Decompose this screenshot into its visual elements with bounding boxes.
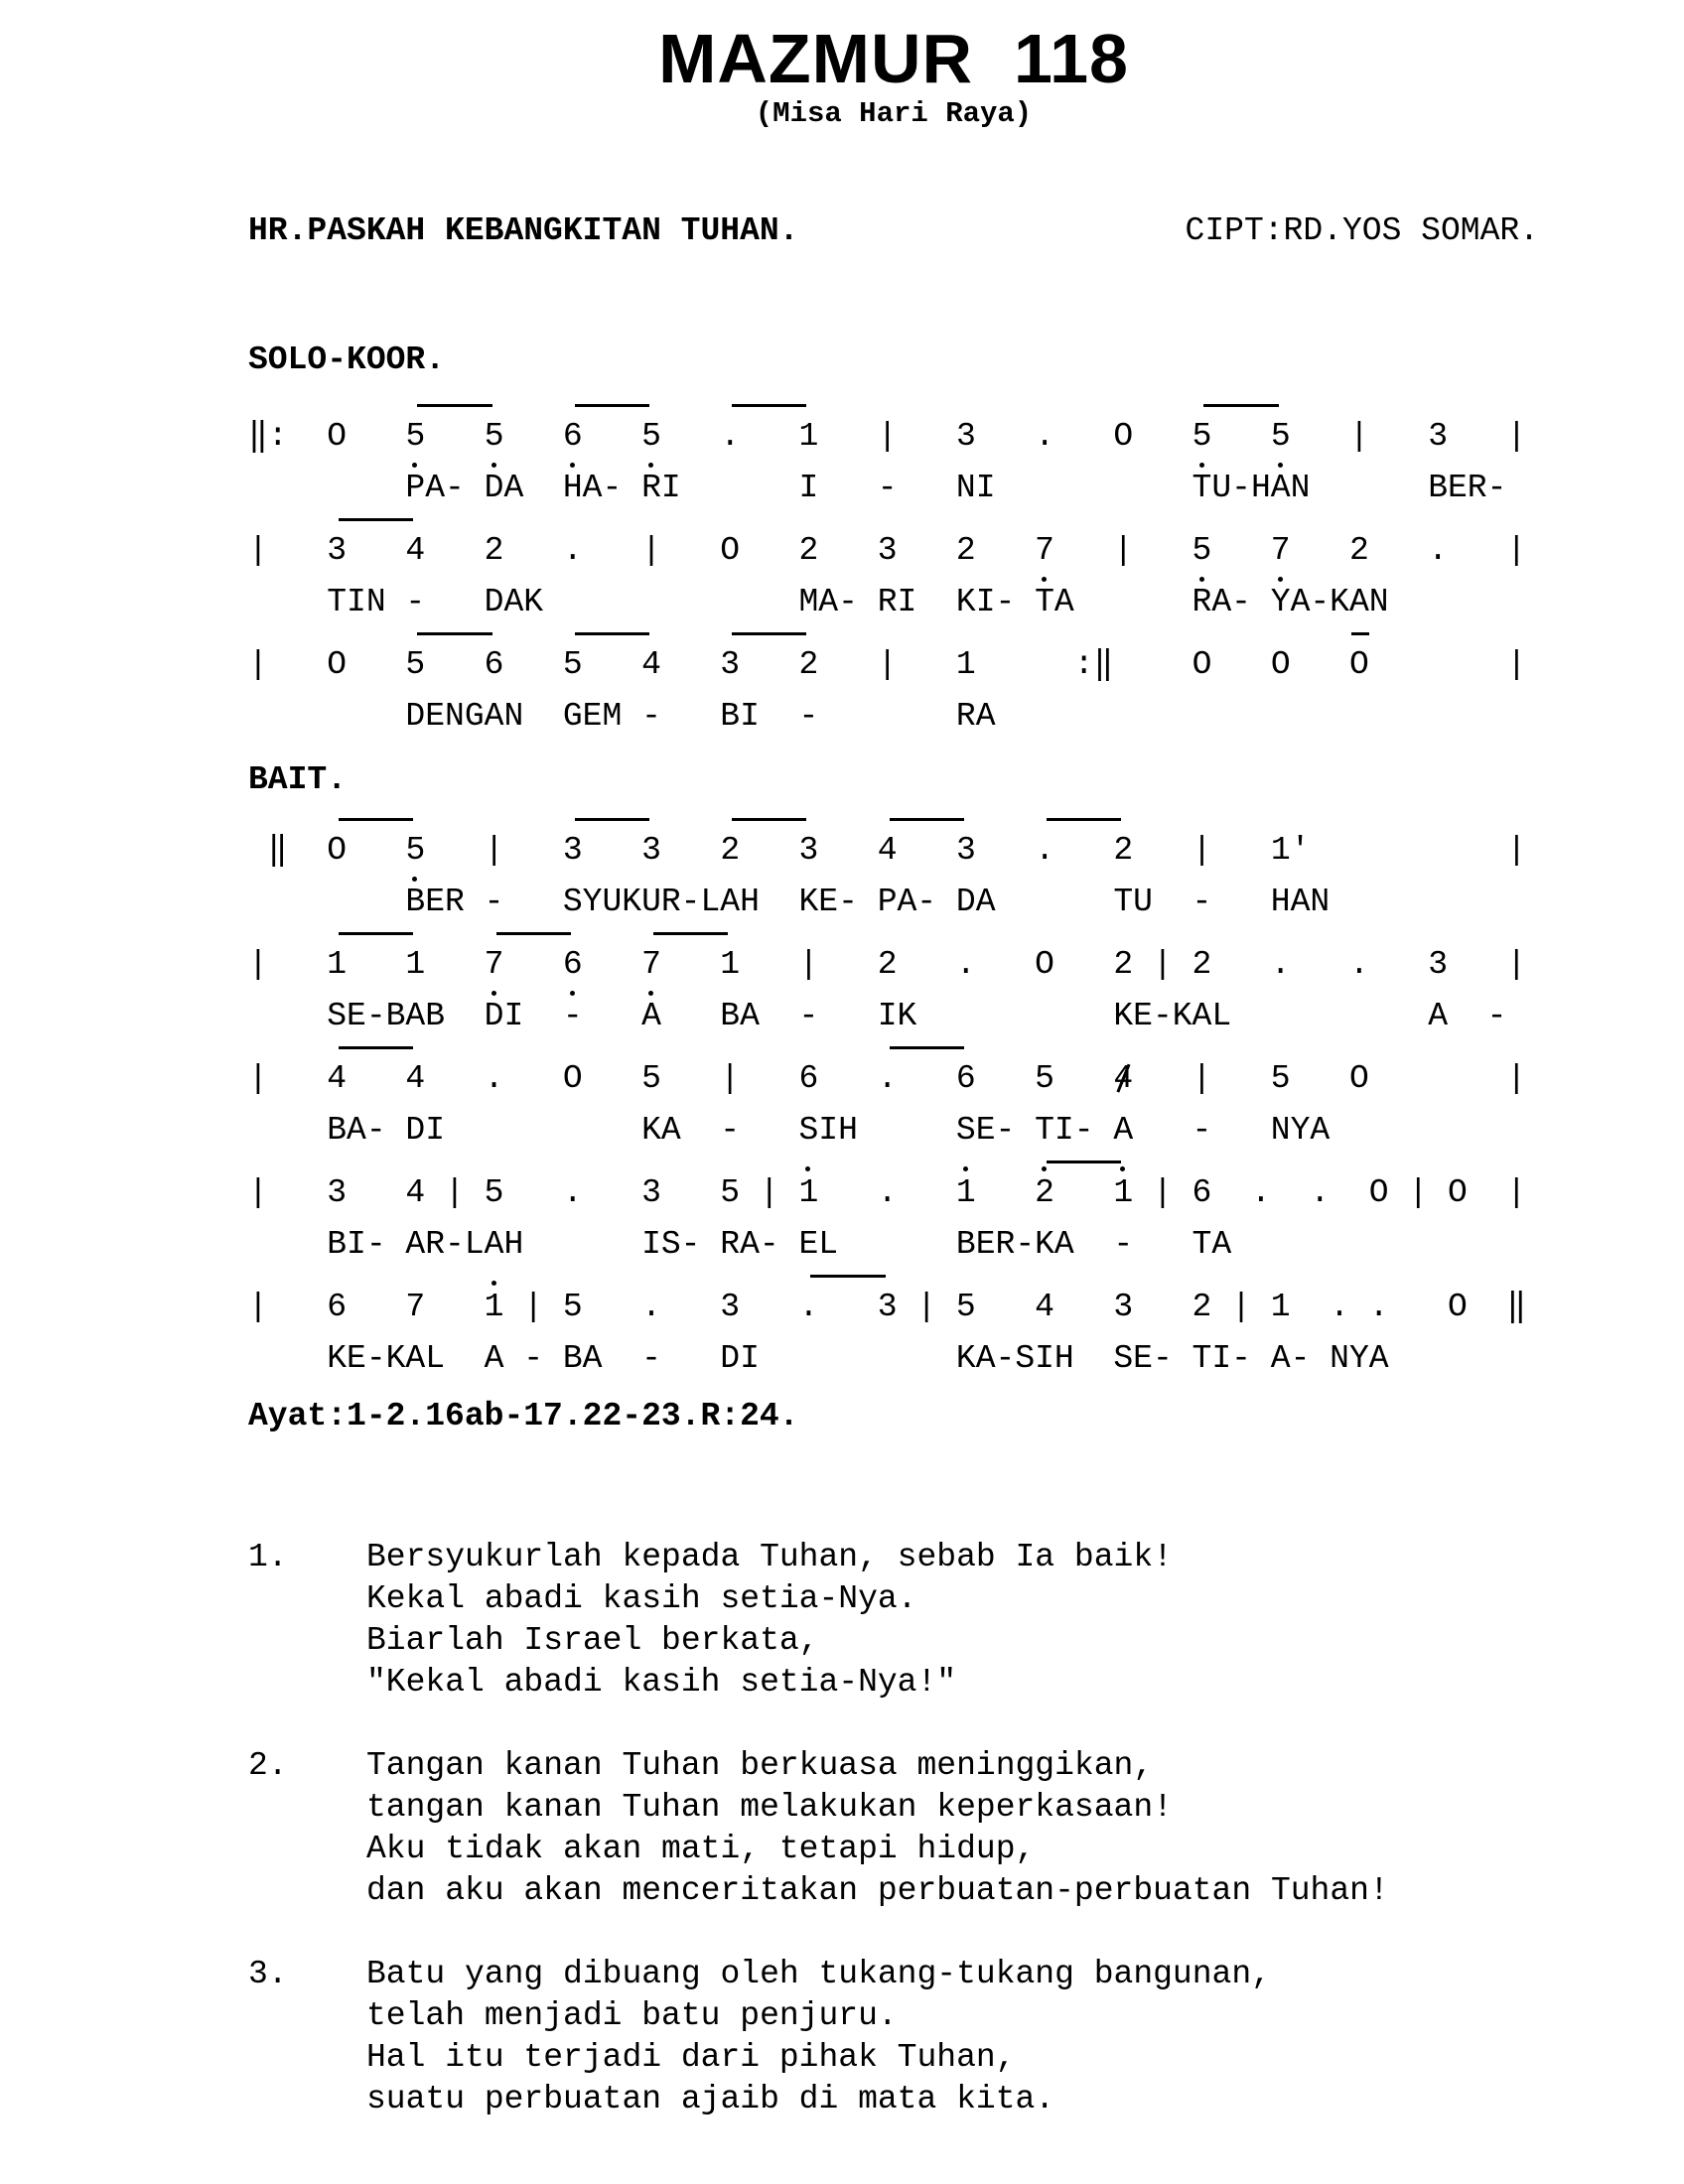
lyrics-row: SE-BAB DI - A BA - IK KE-KAL A -	[248, 998, 1507, 1034]
beam-line	[1203, 404, 1278, 407]
octave-dot-below	[648, 991, 653, 996]
verse-line: Bersyukurlah kepada Tuhan, sebab Ia baik!	[366, 1539, 1173, 1575]
beam-line	[1047, 818, 1121, 821]
octave-dot-above	[491, 1281, 496, 1286]
octave-dot-below	[1042, 577, 1047, 582]
notation-block-solo	[248, 395, 1684, 738]
verse-number: 3.	[248, 1956, 288, 1992]
octave-dot-above	[1042, 1166, 1047, 1171]
beam-line	[496, 932, 571, 935]
notation-row: | 3 4 2 . | O 2 3 2 7 | 5 7 2 . |	[248, 532, 1527, 569]
music-line	[248, 923, 1579, 1037]
verse-reference-heading: Ayat:1-2.16ab-17.22-23.R:24.	[248, 1398, 799, 1434]
octave-dot-below	[491, 991, 496, 996]
beam-line	[575, 404, 649, 407]
music-line	[248, 1152, 1579, 1266]
verse-block	[248, 1745, 1684, 1912]
verse-line: Aku tidak akan mati, tetapi hidup,	[366, 1831, 1036, 1867]
lyrics-row: BI- AR-LAH IS- RA- EL BER-KA - TA	[248, 1226, 1232, 1263]
music-line	[248, 809, 1579, 923]
notation-row: | 6 7 1 | 5 . 3 . 3 | 5 4 3 2 | 1 . . O ‖	[248, 1289, 1527, 1325]
octave-dot-below	[412, 463, 417, 468]
section-label-bait: BAIT.	[248, 761, 348, 798]
octave-dot-below	[648, 463, 653, 468]
beam-line	[339, 818, 413, 821]
verse-line: Kekal abadi kasih setia-Nya.	[366, 1580, 917, 1617]
octave-dot-above	[805, 1166, 810, 1171]
octave-dot-above	[963, 1166, 968, 1171]
notation-row: | 1 1 7 6 7 1 | 2 . O 2 | 2 . . 3 |	[248, 946, 1527, 983]
verse-lines	[366, 1954, 1684, 2120]
verse-line: Biarlah Israel berkata,	[366, 1622, 819, 1659]
lyrics-row: DENGAN GEM - BI - RA	[248, 698, 996, 735]
beam-line	[732, 404, 806, 407]
beam-line	[810, 1275, 885, 1278]
feast-heading: HR.PASKAH KEBANGKITAN TUHAN.	[248, 212, 799, 249]
notation-row: | O 5 6 5 4 3 2 | 1 :‖ O O O |	[248, 646, 1527, 683]
lyrics-row: PA- DA HA- RI I - NI TU-HAN BER-	[248, 470, 1507, 506]
lyrics-row: TIN - DAK MA- RI KI- TA RA- YA-KAN	[248, 584, 1389, 620]
verse-line: dan aku akan menceritakan perbuatan-perbuatan Tuhan!	[366, 1872, 1389, 1909]
notation-block-bait	[248, 809, 1684, 1380]
beam-line	[339, 932, 413, 935]
octave-dot-below	[1199, 577, 1204, 582]
verse-line: telah menjadi batu penjuru.	[366, 1997, 898, 2034]
beam-line	[575, 818, 649, 821]
notation-row: ‖ O 5 | 3 3 2 3 4 3 . 2 | 1' |	[248, 832, 1527, 869]
verse-block	[248, 1954, 1684, 2120]
verse-line: "Kekal abadi kasih setia-Nya!"	[366, 1664, 957, 1701]
beam-line	[1351, 632, 1369, 635]
notation-row: ‖: O 5 5 6 5 . 1 | 3 . O 5 5 | 3 |	[248, 418, 1527, 455]
music-line	[248, 395, 1579, 509]
verse-block	[248, 1537, 1684, 1704]
verse-number: 2.	[248, 1747, 288, 1784]
music-line	[248, 623, 1579, 738]
verse-line: Hal itu terjadi dari pihak Tuhan,	[366, 2039, 1016, 2076]
verse-line: Tangan kanan Tuhan berkuasa meninggikan,	[366, 1747, 1154, 1784]
beam-line	[653, 932, 728, 935]
beam-line	[732, 818, 806, 821]
verse-number: 1.	[248, 1539, 288, 1575]
verses-list	[248, 1537, 1684, 2120]
page-title: MAZMUR 118	[658, 20, 1129, 97]
verse-lines	[366, 1537, 1684, 1704]
beam-line	[890, 818, 964, 821]
octave-dot-below	[1199, 463, 1204, 468]
lyrics-row: KE-KAL A - BA - DI KA-SIH SE- TI- A- NYA	[248, 1340, 1389, 1377]
notation-row: | 3 4 | 5 . 3 5 | 1 . 1 2 1 | 6 . . O | O |	[248, 1174, 1527, 1211]
notation-row: | 4 4 . O 5 | 6 . 6 5 4 | 5 O |	[248, 1060, 1527, 1097]
beam-line	[1047, 1160, 1121, 1163]
verse-line: suatu perbuatan ajaib di mata kita.	[366, 2081, 1055, 2117]
header-row	[248, 210, 1539, 252]
octave-dot-below	[491, 463, 496, 468]
composer-credit: CIPT:RD.YOS SOMAR.	[1185, 212, 1539, 249]
section-label-solo-koor: SOLO-KOOR.	[248, 341, 446, 378]
beam-line	[575, 632, 649, 635]
verse-line: Batu yang dibuang oleh tukang-tukang bangunan,	[366, 1956, 1271, 1992]
music-line	[248, 1266, 1579, 1380]
page-subtitle: (Misa Hari Raya)	[755, 97, 1033, 130]
beam-line	[417, 404, 491, 407]
octave-dot-above	[1120, 1166, 1125, 1171]
verse-lines	[366, 1745, 1684, 1912]
lyrics-row: BER - SYUKUR-LAH KE- PA- DA TU - HAN	[248, 884, 1331, 920]
verse-line: tangan kanan Tuhan melakukan keperkasaan!	[366, 1789, 1173, 1826]
lyrics-row: BA- DI KA - SIH SE- TI- A - NYA	[248, 1112, 1331, 1149]
music-line	[248, 1037, 1579, 1152]
music-line	[248, 509, 1579, 623]
octave-dot-below	[1278, 463, 1283, 468]
octave-dot-below	[570, 463, 575, 468]
beam-line	[890, 1046, 964, 1049]
beam-line	[339, 1046, 413, 1049]
octave-dot-below	[570, 991, 575, 996]
octave-dot-below	[412, 877, 417, 882]
octave-dot-below	[1278, 577, 1283, 582]
beam-line	[732, 632, 806, 635]
beam-line	[417, 632, 491, 635]
beam-line	[339, 518, 413, 521]
